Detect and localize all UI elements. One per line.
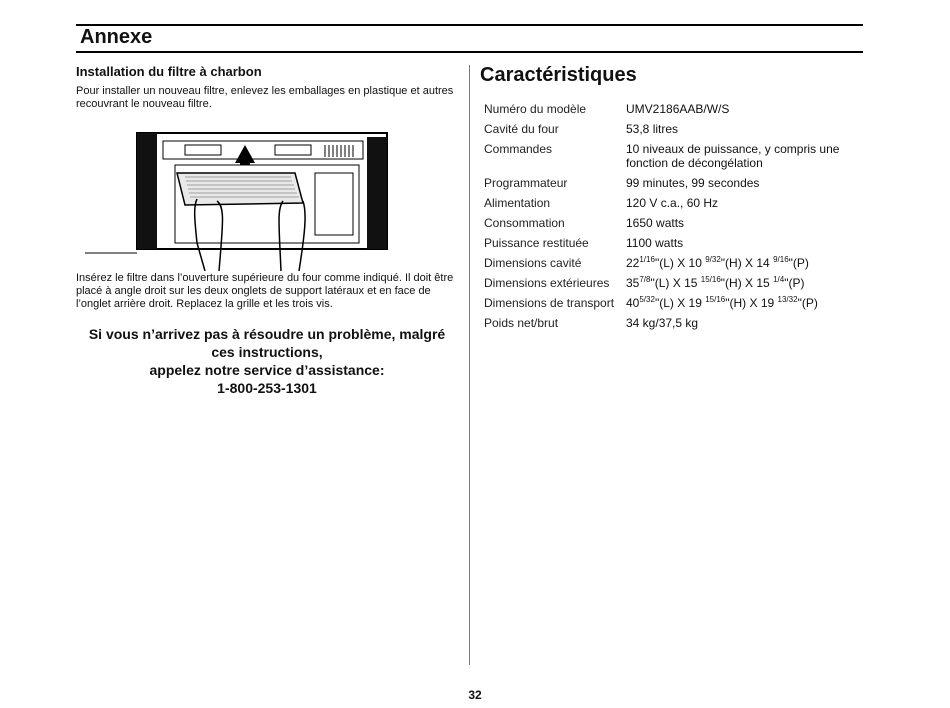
section-title: Annexe [80,26,153,48]
spec-value: 34 kg/37,5 kg [626,316,699,330]
spec-value: 1100 watts [626,236,684,250]
spec-value: UMV2186AAB/W/S [626,102,730,116]
spec-label: Numéro du modèle [484,102,587,116]
spec-label: Commandes [484,142,553,156]
spec-label: Poids net/brut [484,316,559,330]
spec-value: 53,8 litres [626,122,679,136]
specifications-title: Caractéristiques [480,64,637,86]
spec-label: Dimensions extérieures [484,276,610,290]
filter-instructions-text: Insérez le filtre dans l’ouverture supérieure du four comme indiqué. Il doit être placé à angle droit sur les deux onglets de support latéraux et en face de l’onglet arrière droit. Replacez la grille et les trois vis. [76,272,454,310]
spec-row [480,314,864,334]
spec-row [480,194,864,214]
filter-installation-heading: Installation du filtre à charbon [76,64,262,79]
specifications-table [480,100,864,334]
assistance-line-1: Si vous n’arrivez pas à résoudre un problème, malgré [88,326,446,342]
spec-row [480,140,864,174]
spec-value-dimensions: $22^{1/16}"(L)$ X 10 $^{9/32}$"(H) X 14 $^{9/16}$"(P) [626,255,809,270]
spec-label: Programmateur [484,176,568,190]
spec-row [480,254,864,274]
spec-label: Dimensions cavité [484,256,582,270]
spec-value: 120 V c.a., 60 Hz [626,196,719,210]
spec-value: 1650 watts [626,216,685,230]
spec-value: 99 minutes, 99 secondes [626,176,760,190]
page-number: 32 [468,688,482,702]
spec-label: Dimensions de transport [484,296,615,310]
spec-value-dimensions: $40^{5/32}"(L)$ X 19 $^{15/16}$"(H) X 19 $^{13/32}$"(P) [626,295,818,310]
spec-row [480,274,864,294]
spec-row [480,234,864,254]
charcoal-filter-illustration [85,123,391,271]
assistance-phone[interactable]: 1-800-253-1301 [217,380,317,396]
spec-label: Puissance restituée [484,236,589,250]
spec-value-dimensions: $35^{7/8}"(L)$ X 15 $^{15/16}$"(H) X 15 $^{1/4}$"(P) [626,275,805,290]
column-divider [469,65,470,665]
assistance-block [76,325,458,397]
spec-row [480,214,864,234]
spec-row [480,120,864,140]
spec-value: 10 niveaux de puissance, y compris une fonction de décongélation [626,142,840,170]
left-column [76,64,456,111]
spec-row [480,294,864,314]
spec-label: Alimentation [484,196,551,210]
spec-label: Consommation [484,216,565,230]
spec-row [480,174,864,194]
spec-row [480,100,864,120]
assistance-line-3: appelez notre service d’assistance: [149,362,385,378]
top-rule [76,24,863,26]
header-rule [76,51,863,53]
spec-label: Cavité du four [484,122,559,136]
assistance-line-2: ces instructions, [211,344,323,360]
filter-intro-text: Pour installer un nouveau filtre, enlevez les emballages en plastique et autres recouvrant le nouveau filtre. [76,85,454,110]
